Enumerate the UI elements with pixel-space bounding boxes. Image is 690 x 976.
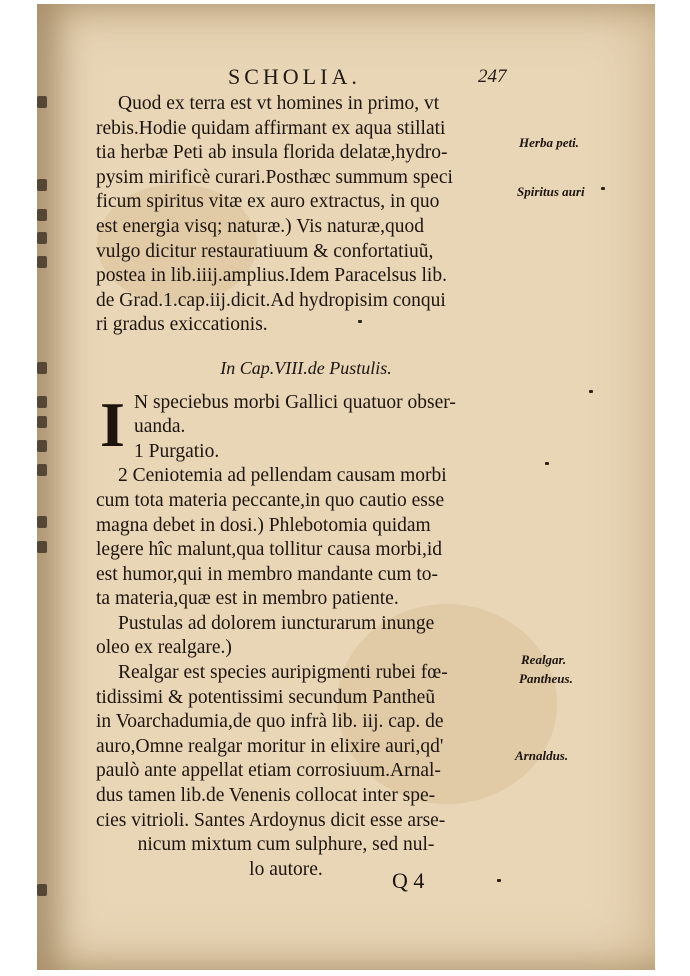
- text-line: ficum spiritus vitæ ex auro extractus, in quo: [96, 191, 440, 213]
- gutter-fragment: [37, 362, 47, 374]
- gutter-fragment: [37, 541, 47, 553]
- signature-mark: Q 4: [392, 868, 425, 893]
- main-text-block: [96, 92, 516, 882]
- initial-paragraph: [96, 388, 516, 465]
- text-line: N speciebus morbi Gallici quatuor obser-: [134, 391, 456, 413]
- text-line: ta materia,quæ est in membro patiente.: [96, 588, 399, 610]
- text-line: cies vitrioli. Santes Ardoynus dicit esse arse-: [96, 809, 446, 831]
- marginal-note-pantheus: Pantheus.: [519, 671, 573, 686]
- gutter-fragment: [37, 516, 47, 528]
- marginal-note-realgar: Realgar.: [521, 652, 567, 667]
- text-line: est energia visq; naturæ.) Vis naturæ,quod: [96, 215, 424, 237]
- gutter-fragment: [37, 416, 47, 428]
- text-line: de Grad.1.cap.iij.dicit.Ad hydropisim conqui: [96, 289, 446, 311]
- text-line: vulgo dicitur restauratiuum & confortatiuũ,: [96, 240, 434, 262]
- text-line: oleo ex realgare.): [96, 637, 232, 659]
- text-line: paulò ante appellat etiam corrosiuum.Arnal-: [96, 760, 441, 782]
- ink-mark: [358, 320, 362, 323]
- text-line: Quod ex terra est vt homines in primo, vt: [118, 93, 440, 114]
- marginal-note-arnaldus: Arnaldus.: [515, 748, 569, 763]
- gutter-fragment: [37, 464, 47, 476]
- text-line: magna debet in dosi.) Phlebotomia quidam: [96, 514, 431, 536]
- text-line: rebis.Hodie quidam affirmant ex aqua stillati: [96, 117, 446, 139]
- gutter-fragment: [37, 209, 47, 221]
- text-line: Pustulas ad dolorem iuncturarum inunge: [118, 612, 435, 634]
- running-title: SCHOLIA.: [228, 64, 361, 89]
- text-line: uanda.: [134, 416, 186, 438]
- text-line: auro,Omne realgar moritur in elixire auri,qd': [96, 735, 444, 757]
- ink-mark: [601, 187, 605, 190]
- text-line: est humor,qui in membro mandante cum to-: [96, 563, 439, 585]
- page-number: 247: [478, 66, 507, 87]
- book-page: [37, 4, 655, 970]
- text-line: Realgar est species auripigmenti rubei fœ-: [118, 662, 448, 684]
- text-line: lo autore.: [249, 858, 323, 880]
- gutter-fragment: [37, 179, 47, 191]
- marginal-note-herba-peti: Herba peti.: [519, 135, 579, 150]
- text-line: nicum mixtum cum sulphure, sed nul-: [137, 834, 435, 856]
- numbered-item: 1 Purgatio.: [134, 440, 220, 462]
- text-line: tidissimi & potentissimi secundum Pantheũ: [96, 686, 436, 708]
- ink-mark: [589, 390, 593, 393]
- gutter-fragment: [37, 440, 47, 452]
- gutter-fragment: [37, 396, 47, 408]
- text-line: cum tota materia peccante,in quo cautio esse: [96, 489, 445, 511]
- text-line: ri gradus exiccationis.: [96, 314, 268, 336]
- numbered-item: 2 Ceniotemia ad pellendam causam morbi: [118, 465, 447, 487]
- gutter-fragment: [37, 256, 47, 268]
- text-line: dus tamen lib.de Venenis collocat inter spe-: [96, 785, 436, 807]
- gutter-fragment: [37, 884, 47, 896]
- text-line: in Voarchadumia,de quo infrà lib. iij. cap. de: [96, 711, 444, 733]
- marginal-note-spiritus-auri: Spiritus auri: [517, 184, 585, 199]
- ink-mark: [545, 462, 549, 465]
- gutter-fragment: [37, 232, 47, 244]
- section-heading: In Cap.VIII.de Pustulis.: [220, 357, 392, 378]
- ink-mark: [497, 879, 501, 882]
- gutter-fragment: [37, 96, 47, 108]
- text-line: pysim mirificè curari.Posthæc summum speci: [96, 166, 453, 188]
- drop-cap: I: [100, 388, 125, 460]
- text-line: tia herbæ Peti ab insula florida delatæ,hydro-: [96, 142, 448, 164]
- text-line: postea in lib.iiij.amplius.Idem Paracelsus lib.: [96, 265, 447, 287]
- text-line: legere hîc malunt,qua tollitur causa morbi,id: [96, 539, 443, 561]
